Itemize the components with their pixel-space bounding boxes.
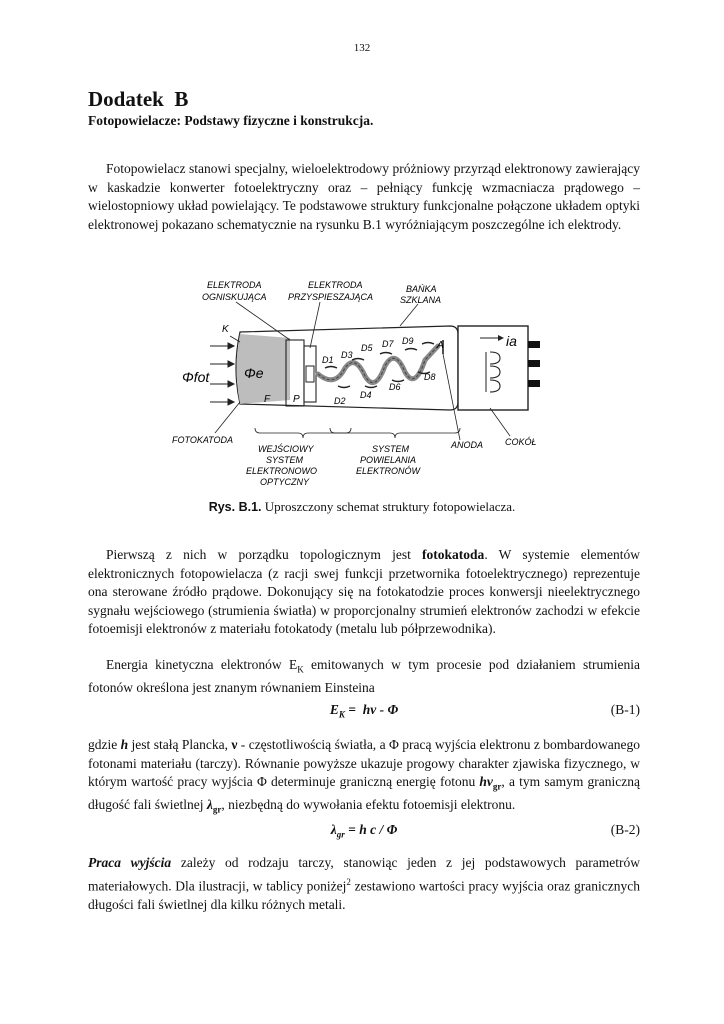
label-multiplier-3: ELEKTRONÓW [356, 466, 421, 476]
equation-b1-number: (B-1) [610, 702, 640, 717]
svg-text:D4 [360, 390, 372, 400]
label-focusing-1: ELEKTRODA [207, 280, 262, 290]
equation-b2-number: (B-2) [610, 822, 640, 837]
svg-text:D5 [361, 343, 373, 353]
label-d2: D2 [334, 396, 346, 406]
label-f: F [264, 394, 271, 405]
term-fotokatoda: fotokatoda [422, 547, 485, 562]
svg-text:OPTYCZNY [260, 477, 310, 487]
page-number: 132 [353, 42, 371, 54]
label-photocathode: FOTOKATODA [172, 435, 234, 445]
svg-text:ANODA [450, 440, 483, 450]
svg-text:COKÓŁ [505, 437, 537, 447]
label-d4: D4 [360, 390, 372, 400]
label-accelerating-1: ELEKTRODA [308, 280, 363, 290]
svg-text:D6 [389, 382, 401, 392]
label-phi-e: Φe [244, 365, 264, 381]
paragraph-energy: Energia kinetyczna elektronów $E_K$ emitowanych w tym procesie pod działaniem strumienia fotonów określona jest znanym równaniem Einsteina [88, 657, 640, 696]
paragraph-photocathode: Pierwszą z nich w porządku topologicznym jest fotokatoda. W systemie elementów elektronicznych fotopowielacza (z racji swej funkcji przetwornika fotoelektrycznego) reprezentuje ona sterowane źródło prądowe. Dokonujący się na fotokatodzie proces konwersji nieelektrycznego sygnału wejściowego (strumienia światła) w proporcjonalny strumień elektronów zachodzi w efekcie fotoemisji elektronów z materiału fotokatody (metalu lub półprzewodnika). [88, 547, 640, 636]
intro-paragraph: Fotopowielacz stanowi specjalny, wieloelektrodowy próżniowy przyrząd elektronowy zawierający w kaskadzie konwerter fotoelektryczny oraz – pełniący funkcję wzmacniacza prądowego – wielostopniowy układ powielający. Te podstawowe struktury funkcjonalne połączone układem optyki elektronowej pokazano schematycznie na rysunku B.1 wyróżniającym poszczególne ich elektrody. [88, 161, 640, 232]
equation-b2: $\lambda_{gr} = h$ c / Φ (B-2) [330, 822, 640, 840]
svg-text:ELEKTRODA [207, 280, 262, 290]
svg-text:SYSTEM [372, 444, 410, 454]
label-bulb-2: SZKLANA [400, 295, 442, 305]
label-ia: ia [506, 333, 517, 349]
svg-text:D3 [341, 350, 353, 360]
svg-text:A [436, 340, 444, 351]
svg-text:PRZYSPIESZAJĄCA [288, 292, 373, 302]
svg-text:D1 [322, 355, 334, 365]
label-bulb-1: BAŃKA [406, 284, 437, 294]
svg-text:BAŃKA [406, 284, 437, 294]
label-phi-fot: Φfot [182, 369, 210, 385]
electron-trajectory [318, 346, 438, 383]
label-base: COKÓŁ [505, 437, 537, 447]
label-d9: D9 [402, 336, 414, 346]
label-d7: D7 [382, 339, 394, 349]
label-input-1: WEJŚCIOWY [258, 444, 314, 454]
page-subtitle: Fotopowielacze: Podstawy fizyczne i konstrukcja. [88, 113, 374, 128]
label-a: A [437, 340, 444, 351]
svg-text:D7 [382, 339, 394, 349]
paragraph-planck: gdzie h jest stałą Plancka, ν - częstotliwością światła, a Φ pracą wyjścia elektronu z bombardowanego fotonami materiału (tarczy). Równanie powyższe ukazuje progowy charakter zjawiska fizycznego, w którym wartość pracy wyjścia Φ determinuje graniczną energię fotonu $h\nu_{gr}$, a tym samym graniczną długość fali świetlnej $\lambda_{gr}$, niezbędną do wywołania efektu fotoemisji elektronu. [88, 737, 640, 815]
label-d3: D3 [341, 350, 353, 360]
page-title: Dodatek B [88, 87, 189, 111]
label-d5: D5 [361, 343, 373, 353]
base [458, 326, 528, 410]
label-d1: D1 [322, 355, 334, 365]
caption-text: Uproszczony schemat struktury fotopowielacza. [264, 499, 516, 514]
label-k: K [222, 324, 229, 335]
svg-text:F [264, 394, 271, 405]
svg-text:FOTOKATODA [172, 435, 233, 445]
label-accelerating-2: PRZYSPIESZAJĄCA [288, 292, 374, 302]
label-focusing-2: OGNISKUJĄCA [202, 292, 267, 302]
svg-text:POWIELANIA [360, 455, 416, 465]
svg-text:OGNISKUJĄCA [202, 292, 267, 302]
paragraph-work-function: Praca wyjścia zależy od rodzaju tarczy, stanowiąc jeden z jej podstawowych parametrów materiałowych. Dla ilustracji, w tablicy poniżej$^2$ zestawiono wartości pracy wyjścia oraz granicznych długości fali świetlnej dla kilku różnych metali. [88, 855, 640, 912]
svg-text:ELEKTRONOWO [246, 466, 317, 476]
svg-text:Φe [244, 365, 264, 381]
term-praca-wyjscia: Praca wyjścia [88, 855, 172, 870]
label-input-3: ELEKTRONOWO [246, 466, 318, 476]
svg-text:D8 [424, 372, 436, 382]
label-input-2: SYSTEM [266, 455, 304, 465]
svg-text:D9 [402, 336, 414, 346]
svg-text:P [293, 394, 300, 405]
photomultiplier-diagram [160, 268, 580, 493]
label-input-4: OPTYCZNY [260, 477, 310, 487]
label-d6: D6 [389, 382, 401, 392]
svg-text:SYSTEM [266, 455, 304, 465]
svg-text:D2 [334, 396, 346, 406]
svg-text:ELEKTRODA [308, 280, 363, 290]
equation-b1: $E_K = h\nu - \Phi$ (B-1) [329, 702, 640, 720]
svg-text:K [222, 324, 230, 335]
light-arrows [210, 343, 234, 405]
svg-text:WEJŚCIOWY [258, 443, 314, 454]
base-pins [528, 341, 540, 387]
caption-label: Rys. B.1. [208, 500, 262, 514]
svg-text:SZKLANA [400, 295, 441, 305]
label-multiplier-2: POWIELANIA [360, 455, 417, 465]
label-multiplier-1: SYSTEM [372, 444, 410, 454]
svg-text:ia [506, 333, 517, 349]
figure-caption [0, 499, 724, 515]
label-p: P [293, 394, 300, 405]
label-anode: ANODA [451, 440, 484, 450]
label-d8: D8 [424, 372, 436, 382]
svg-text:ELEKTRONÓW [356, 466, 422, 476]
svg-text:Φfot [182, 369, 210, 385]
